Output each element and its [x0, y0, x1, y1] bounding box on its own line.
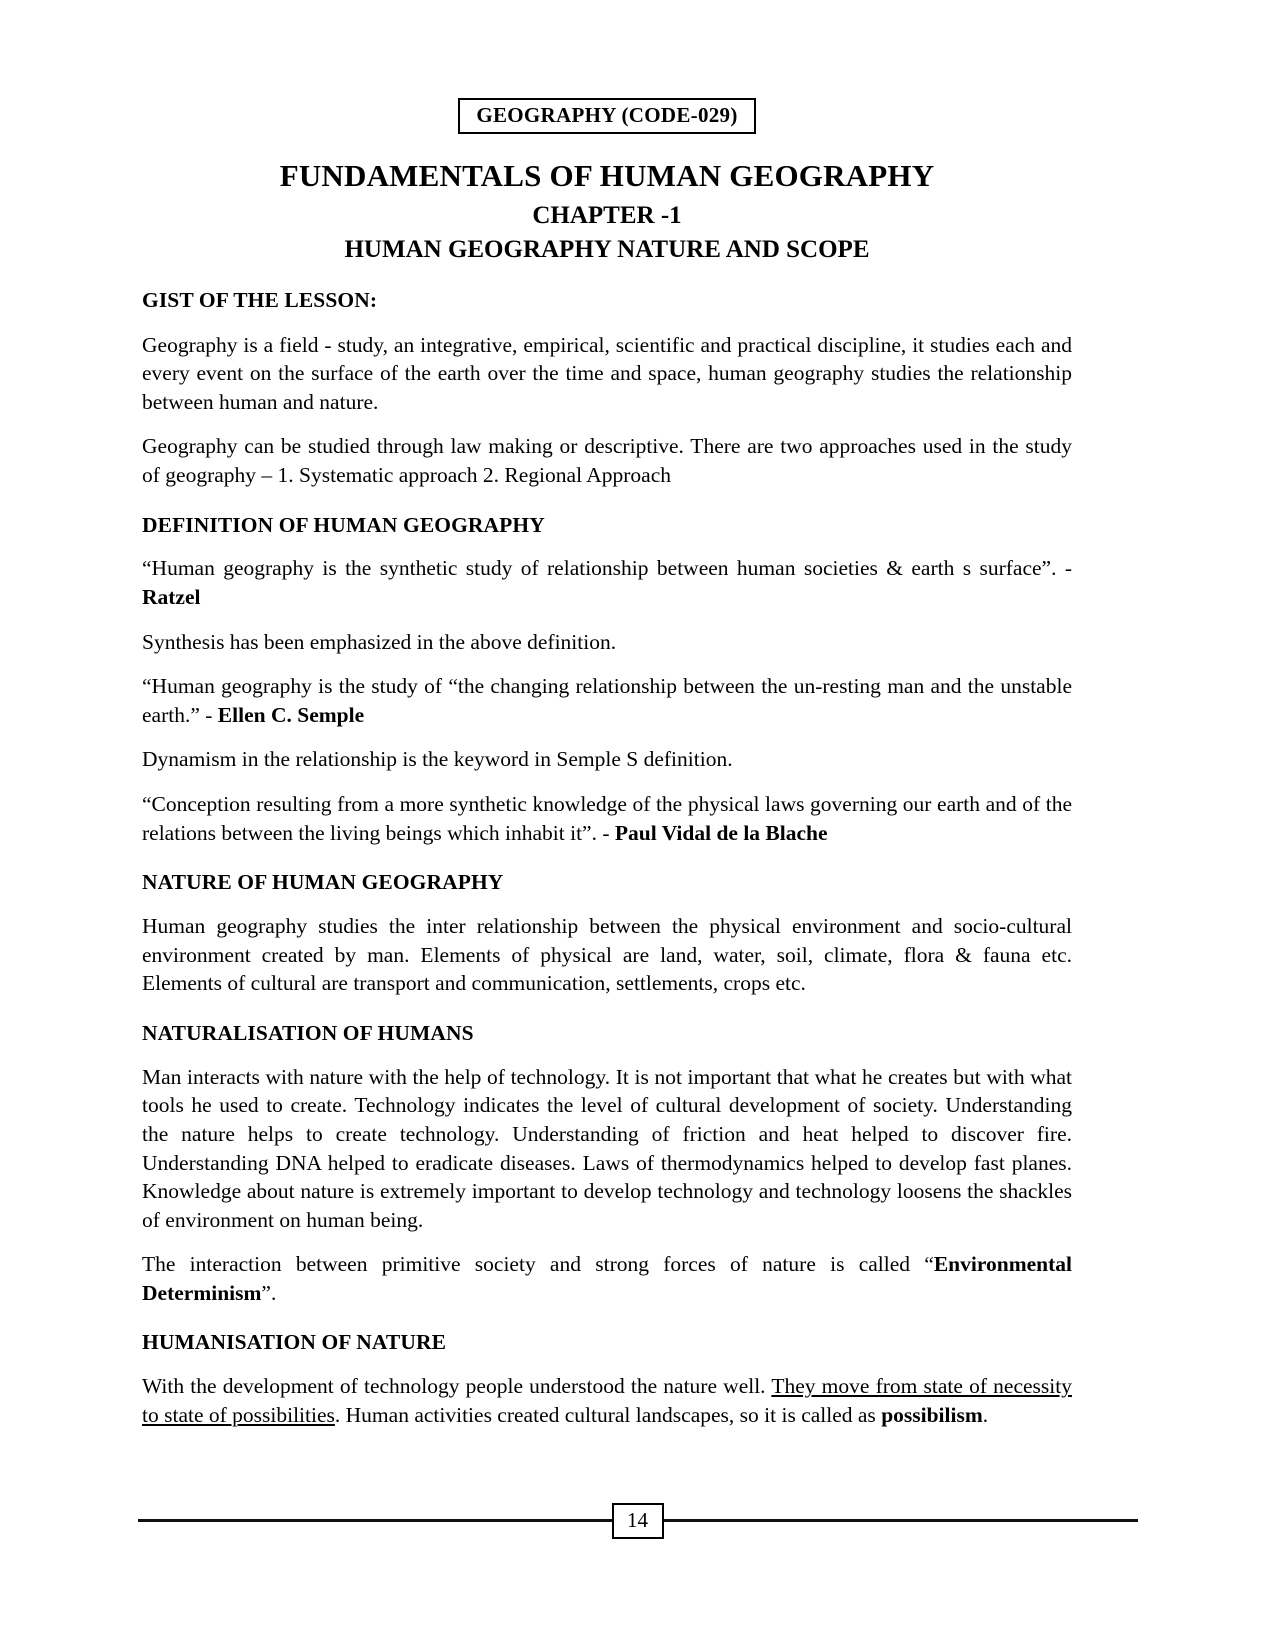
heading-gist-of-the-lesson: GIST OF THE LESSON:	[142, 287, 378, 312]
determinism-lead-text: The interaction between primitive society and strong forces of nature is called “	[142, 1252, 934, 1277]
paragraph-gist-1: Geography is a field - study, an integrative, empirical, scientific and practical discipline, it studies each and every event on the surface of the earth over the time and space, human geography studies the relationship between human and nature.	[142, 332, 1072, 414]
page-footer	[0, 1497, 1275, 1557]
humanisation-underlined-phrase: They move from state of necessity to state of possibilities	[142, 1374, 1072, 1427]
paragraph-humanisation-of-nature	[142, 1372, 1072, 1429]
page-number: 14	[612, 1503, 664, 1539]
subject-code-header	[142, 0, 1072, 134]
chapter-subtitle: HUMAN GEOGRAPHY NATURE AND SCOPE	[344, 236, 870, 264]
page-content	[142, 0, 1072, 1430]
heading-naturalisation-of-humans: NATURALISATION OF HUMANS	[142, 1020, 474, 1045]
ratzel-quote-text: “Human geography is the synthetic study of relationship between human societies & earth s surface”. -	[142, 556, 1072, 581]
blache-quote-text: “Conception resulting from a more synthetic knowledge of the physical laws governing our earth and of the relations between the living beings which inhabit it”. -	[142, 792, 1072, 845]
paragraph-gist-2: Geography can be studied through law making or descriptive. There are two approaches used in the study of geography – 1. Systematic approach 2. Regional Approach	[142, 434, 1072, 487]
humanisation-lead-text: With the development of technology people understood the nature well.	[142, 1374, 772, 1399]
determinism-tail-text: ”.	[261, 1280, 277, 1305]
paragraph-semple-quote	[142, 672, 1072, 729]
paragraph-synthesis-note: Synthesis has been emphasized in the above definition.	[142, 629, 617, 654]
paragraph-nature-of-human-geography: Human geography studies the inter relationship between the physical environment and socio-cultural environment created by man. Elements of physical are land, water, soil, climate, flora & fauna etc. Elements of cultural are transport and communication, settlements, crops etc.	[142, 914, 1072, 996]
chapter-title: CHAPTER -1	[532, 201, 682, 229]
paragraph-blache-quote	[142, 790, 1072, 847]
possibilism-term: possibilism	[881, 1402, 983, 1427]
heading-definition-of-human-geography: DEFINITION OF HUMAN GEOGRAPHY	[142, 512, 545, 537]
subject-code-box: GEOGRAPHY (CODE-029)	[458, 98, 755, 134]
semple-quote-text: “Human geography is the study of “the changing relationship between the un-resting man and the unstable earth.” -	[142, 674, 1072, 727]
humanisation-mid-text: . Human activities created cultural landscapes, so it is called as	[334, 1402, 882, 1427]
environmental-determinism-term: Environmental Determinism	[142, 1252, 1072, 1305]
paragraph-environmental-determinism	[142, 1250, 1072, 1307]
paragraph-naturalisation-of-humans: Man interacts with nature with the help of technology. It is not important that what he creates but with what tools he used to create. Technology indicates the level of cultural development of society. Understanding the nature helps to create technology. Understanding of friction and heat helped to discover fire. Understanding DNA helped to eradicate diseases. Laws of thermodynamics helped to develop fast planes. Knowledge about nature is extremely important to develop technology and technology loosens the shackles of environment on human being.	[142, 1064, 1072, 1232]
semple-attribution: Ellen C. Semple	[217, 702, 365, 727]
heading-humanisation-of-nature: HUMANISATION OF NATURE	[142, 1330, 447, 1355]
document-title: FUNDAMENTALS OF HUMAN GEOGRAPHY	[279, 158, 935, 194]
blache-attribution: Paul Vidal de la Blache	[614, 820, 828, 845]
paragraph-semple-note: Dynamism in the relationship is the keyword in Semple S definition.	[142, 747, 733, 772]
ratzel-attribution: Ratzel	[142, 585, 201, 610]
heading-nature-of-human-geography: NATURE OF HUMAN GEOGRAPHY	[142, 870, 504, 895]
paragraph-ratzel-quote	[142, 554, 1072, 611]
humanisation-tail-text: .	[982, 1402, 989, 1427]
